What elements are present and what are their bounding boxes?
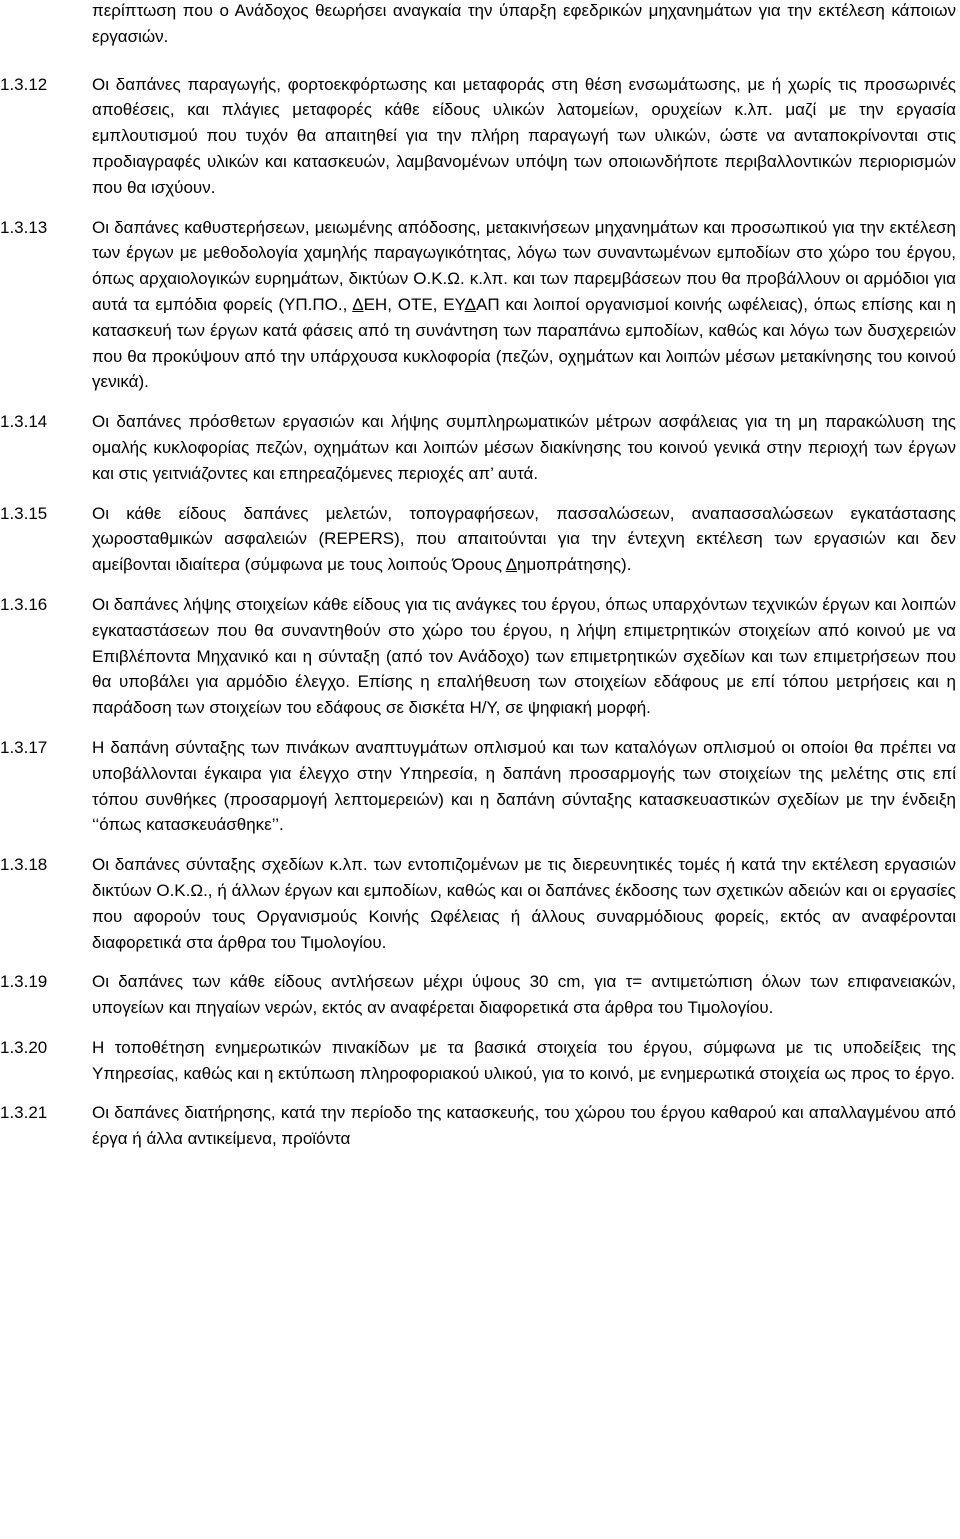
clause-number: 1.3.13: [0, 217, 48, 237]
clause-number: 1.3.14: [0, 412, 48, 432]
clause-number: 1.3.21: [0, 1103, 48, 1123]
clause-text: Οι δαπάνες λήψης στοιχείων κάθε είδους για τις ανάγκες του έργου, όπως υπαρχόντων τεχνικών έργων και λοιπών εγκαταστάσεων που θα συναντηθούν στο χώρο του έργου, η λήψη επιμετρητικών στοιχείων από κοινού με να Επιβλέποντα Μηχανικό και η σύνταξη (από τον Ανάδοχο) των επιμετρητικών σχεδίων και των επιμετρήσεων που θα υποβάλει για αρμόδιο έλεγχο. Επίσης η επαλήθευση των στοιχείων εδάφους με επί τόπου μετρήσεις και η παράδοση των στοιχείων του εδάφους σε δισκέτα Η/Υ, σε ψηφιακή μορφή.: [92, 594, 956, 718]
clause-1-3-14: [0, 409, 960, 486]
clause-1-3-20: [0, 1035, 960, 1087]
clause-text: Η τοποθέτηση ενημερωτικών πινακίδων με τα βασικά στοιχεία του έργου, σύμφωνα με τις υποδείξεις της Υπηρεσίας, καθώς και η εκτύπωση πληροφοριακού υλικού, για το κοινό, με ενημερωτικά στοιχεία ως προς το έργο.: [92, 1037, 956, 1083]
clause-text: ημοπράτησης).: [517, 555, 632, 575]
clause-1-3-12: [0, 72, 960, 201]
clause-text: Η δαπάνη σύνταξης των πινάκων αναπτυγμάτων οπλισμού και των καταλόγων οπλισμού οι οποίοι θα πρέπει να υποβάλλονται έγκαιρα για έλεγχο στην Υπηρεσία, η δαπάνη προσαρμογής των στοιχείων της μελέτης στις επί τόπου συνθήκες (προσαρμογή λεπτομερειών) και η δαπάνη σύνταξης κατασκευαστικών σχεδίων με την ένδειξη ‘‘όπως κατασκευάσθηκε’’.: [92, 737, 956, 835]
underlined-letter: Δ: [352, 294, 364, 314]
clause-number: 1.3.15: [0, 503, 48, 523]
underlined-letter: Δ: [464, 294, 477, 314]
clause-number: 1.3.19: [0, 972, 48, 992]
clause-text: ΕΗ, ΟΤΕ, ΕΥ: [363, 294, 465, 314]
clause-1-3-17: [0, 735, 960, 838]
clause-text: Οι δαπάνες σύνταξης σχεδίων κ.λπ. των εντοπιζομένων με τις διερευνητικές τομές ή κατά την εκτέλεση εργασιών δικτύων Ο.Κ.Ω., ή άλλων έργων και εμποδίων, καθώς και οι δαπάνες έκδοσης των σχετικών αδειών και οι εργασίες που αφορούν τους Οργανισμούς Κοινής Ωφέλειας ή άλλους συναρμόδιους φορείς, εκτός αν αναφέρονται διαφορετικά στα άρθρα του Τιμολογίου.: [92, 855, 956, 952]
clause-number: 1.3.18: [0, 855, 48, 875]
clause-text: Οι κάθε είδους δαπάνες μελετών, τοπογραφήσεων, πασσαλώσεων, αναπασσαλώσεων εγκατάστασης χωροσταθμικών ασφαλειών (REPERS), που απαιτούνται για την έντεχνη εκτέλεση των εργασιών και δεν αμείβονται ιδιαίτερα (σύμφωνα με τους λοιπούς Όρους: [92, 503, 956, 575]
clause-number: 1.3.16: [0, 594, 48, 614]
clause-text: Οι δαπάνες πρόσθετων εργασιών και λήψης συμπληρωματικών μέτρων ασφάλειας για τη μη παρακώλυση της ομαλής κυκλοφορίας πεζών, οχημάτων και λοιπών μέσων διακίνησης του κοινού γενικά στην περιοχή των έργων και στις γειτνιάζοντες και επηρεαζόμενες περιοχές απ’ αυτά.: [92, 412, 956, 483]
clause-1-3-18: [0, 852, 960, 955]
clause-1-3-13: [0, 215, 960, 396]
intro-paragraph: [0, 0, 960, 50]
intro-text: περίπτωση που ο Ανάδοχος θεωρήσει αναγκαία την ύπαρξη εφεδρικών μηχανημάτων για την εκτέλεση κάποιων εργασιών.: [92, 1, 956, 46]
clause-1-3-15: [0, 501, 960, 578]
clause-text: Οι δαπάνες παραγωγής, φορτοεκφόρτωσης και μεταφοράς στη θέση ενσωμάτωσης, με ή χωρίς τις προσωρινές αποθέσεις, και πλάγιες μεταφορές κάθε είδους υλικών λατομείων, ορυχείων κ.λπ. μαζί με την εργασία εμπλουτισμού που τυχόν θα απαιτηθεί για την πλήρη παραγωγή των υλικών, ώστε να ανταποκρίνονται στις προδιαγραφές υλικών και κατασκευών, λαμβανομένων υπόψη των οποιωνδήποτε περιβαλλοντικών περιορισμών που θα ισχύουν.: [92, 74, 956, 197]
clause-1-3-19: [0, 969, 960, 1021]
clause-1-3-16: [0, 592, 960, 721]
clause-number: 1.3.20: [0, 1037, 48, 1057]
clause-text: Οι δαπάνες των κάθε είδους αντλήσεων μέχρι ύψους 30 cm, για τ= αντιμετώπιση όλων των επιφανειακών, υπογείων και πηγαίων νερών, εκτός αν αναφέρεται διαφορετικά στα άρθρα του Τιμολογίου.: [92, 972, 956, 1018]
clause-number: 1.3.12: [0, 74, 48, 94]
clause-1-3-21: [0, 1100, 960, 1152]
clause-number: 1.3.17: [0, 737, 48, 757]
clause-text: Οι δαπάνες καθυστερήσεων, μειωμένης απόδοσης, μετακινήσεων μηχανημάτων και προσωπικού για την εκτέλεση των έργων με μεθοδολογία χαμηλής παραγωγικότητας, λόγω των συναντωμένων εμποδίων στο χώρο του έργου, όπως αρχαιολογικών ευρημάτων, δικτύων Ο.Κ.Ω. κ.λπ. και των παρεμβάσεων που θα προβάλλουν οι αρμόδιοι για αυτά τα εμπόδια φορείς (ΥΠ.ΠΟ.,: [92, 217, 956, 314]
clause-text: Οι δαπάνες διατήρησης, κατά την περίοδο της κατασκευής, του χώρου του έργου καθαρού και απαλλαγμένου από έργα ή άλλα αντικείμενα, προϊόντα: [92, 1103, 956, 1149]
clause-text: ΑΠ και λοιποί οργανισμοί κοινής ωφέλειας), όπως επίσης και η κατασκευή των έργων κατά φάσεις από τη συνάντηση των παραπάνω εμποδίων, καθώς και λόγω των δυσχερειών που θα προκύψουν από την υπάρχουσα κυκλοφορία (πεζών, οχημάτων και λοιπών μέσων μετακίνησης του κοινού γενικά).: [92, 294, 957, 392]
underlined-letter: Δ: [505, 555, 518, 575]
